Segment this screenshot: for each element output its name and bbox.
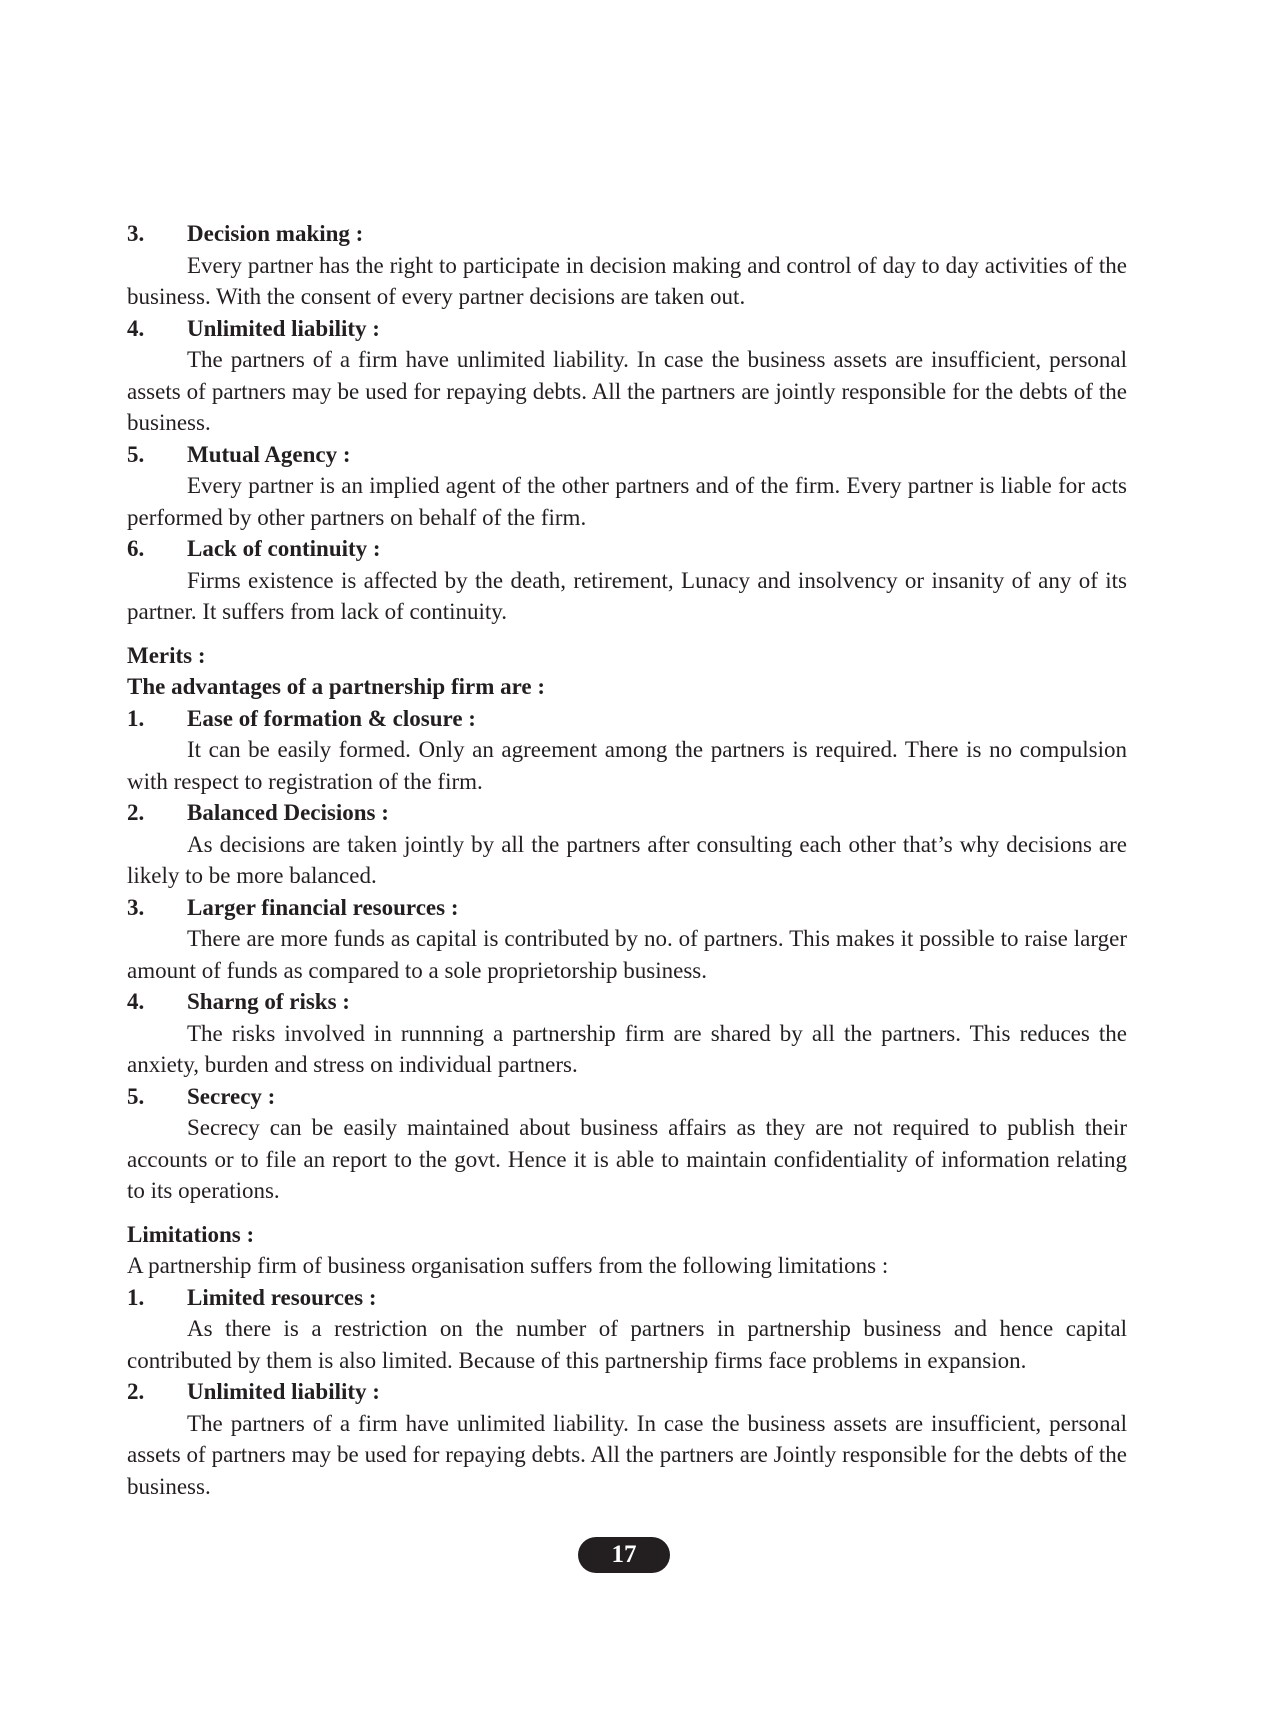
feature-item [127,218,1127,313]
merit-title: Secrecy : [187,1083,276,1109]
feature-item [127,439,1127,534]
limitation-text: As there is a restriction on the number of partners in partnership business and hence capital contributed by them is also limited. Because of this partnership firms face problems in expansion. [127,1316,1127,1373]
merit-text: There are more funds as capital is contributed by no. of partners. This makes it possible to raise larger amount of funds as compared to a sole proprietorship business. [127,926,1127,983]
page-content [127,218,1127,1502]
limitation-title: Unlimited liability : [187,1379,380,1404]
feature-text: Every partner has the right to participate in decision making and control of day to day activities of the business. With the consent of every partner decisions are taken out. [127,252,1127,309]
limitation-item [127,1282,1127,1377]
feature-heading [127,218,1127,250]
merit-text: As decisions are taken jointly by all the partners after consulting each other that’s why decisions are likely to be more balanced. [127,831,1127,888]
section-gap [127,1207,1127,1219]
merit-item [127,892,1127,987]
limitation-title: Limited resources : [187,1284,377,1310]
merit-title: Sharng of risks : [187,989,350,1014]
merit-item [127,703,1127,798]
feature-number: 5. [127,441,145,467]
merit-number: 2. [127,800,145,825]
merit-heading [127,1081,1127,1113]
merit-text: The risks involved in runnning a partnership firm are shared by all the partners. This reduces the anxiety, burden and stress on individual partners. [127,1020,1127,1077]
merit-item [127,797,1127,892]
feature-title: Unlimited liability : [187,315,380,341]
merit-heading [127,892,1127,924]
feature-item [127,533,1127,628]
page-number-badge: 17 [578,1537,670,1573]
merits-subtitle: The advantages of a partnership firm are : [127,674,546,699]
merit-number: 1. [127,705,145,731]
limitation-heading [127,1376,1127,1408]
limitation-number: 1. [127,1284,145,1310]
feature-heading [127,533,1127,565]
merit-heading [127,703,1127,735]
limitation-item [127,1376,1127,1502]
feature-number: 4. [127,315,145,341]
feature-title: Lack of continuity : [187,536,381,561]
feature-text: Every partner is an implied agent of the other partners and of the firm. Every partner is liable for acts performed by other partners on behalf of the firm. [127,473,1127,530]
feature-heading [127,439,1127,471]
limitation-heading [127,1282,1127,1314]
merit-heading [127,797,1127,829]
merit-title: Larger financial resources : [187,894,459,920]
feature-title: Mutual Agency : [187,441,351,467]
section-gap [127,628,1127,640]
limitation-number: 2. [127,1379,145,1404]
limitations-intro: A partnership firm of business organisation suffers from the following limitations : [127,1253,889,1278]
merit-title: Balanced Decisions : [187,800,389,825]
merit-item [127,1081,1127,1207]
merits-title: Merits : [127,642,206,668]
feature-text: Firms existence is affected by the death, retirement, Lunacy and insolvency or insanity of any of its partner. It suffers from lack of continuity. [127,567,1127,624]
limitation-text: The partners of a firm have unlimited liability. In case the business assets are insufficient, personal assets of partners may be used for repaying debts. All the partners are Jointly responsible for the debts of the business. [127,1410,1127,1499]
feature-number: 6. [127,536,145,561]
feature-title: Decision making : [187,221,364,246]
limitations-title: Limitations : [127,1221,255,1247]
merit-title: Ease of formation & closure : [187,705,476,731]
feature-heading [127,313,1127,345]
merit-number: 5. [127,1083,145,1109]
merit-number: 3. [127,894,145,920]
merit-item [127,986,1127,1081]
feature-text: The partners of a firm have unlimited liability. In case the business assets are insufficient, personal assets of partners may be used for repaying debts. All the partners are jointly responsible for the debts of the business. [127,347,1127,435]
merit-number: 4. [127,989,145,1014]
feature-item [127,313,1127,439]
feature-number: 3. [127,221,145,246]
merit-text: It can be easily formed. Only an agreement among the partners is required. There is no compulsion with respect to registration of the firm. [127,737,1127,794]
merit-heading [127,986,1127,1018]
merit-text: Secrecy can be easily maintained about business affairs as they are not required to publish their accounts or to file an report to the govt. Hence it is able to maintain confidentiality of information relating to its operations. [127,1115,1127,1203]
